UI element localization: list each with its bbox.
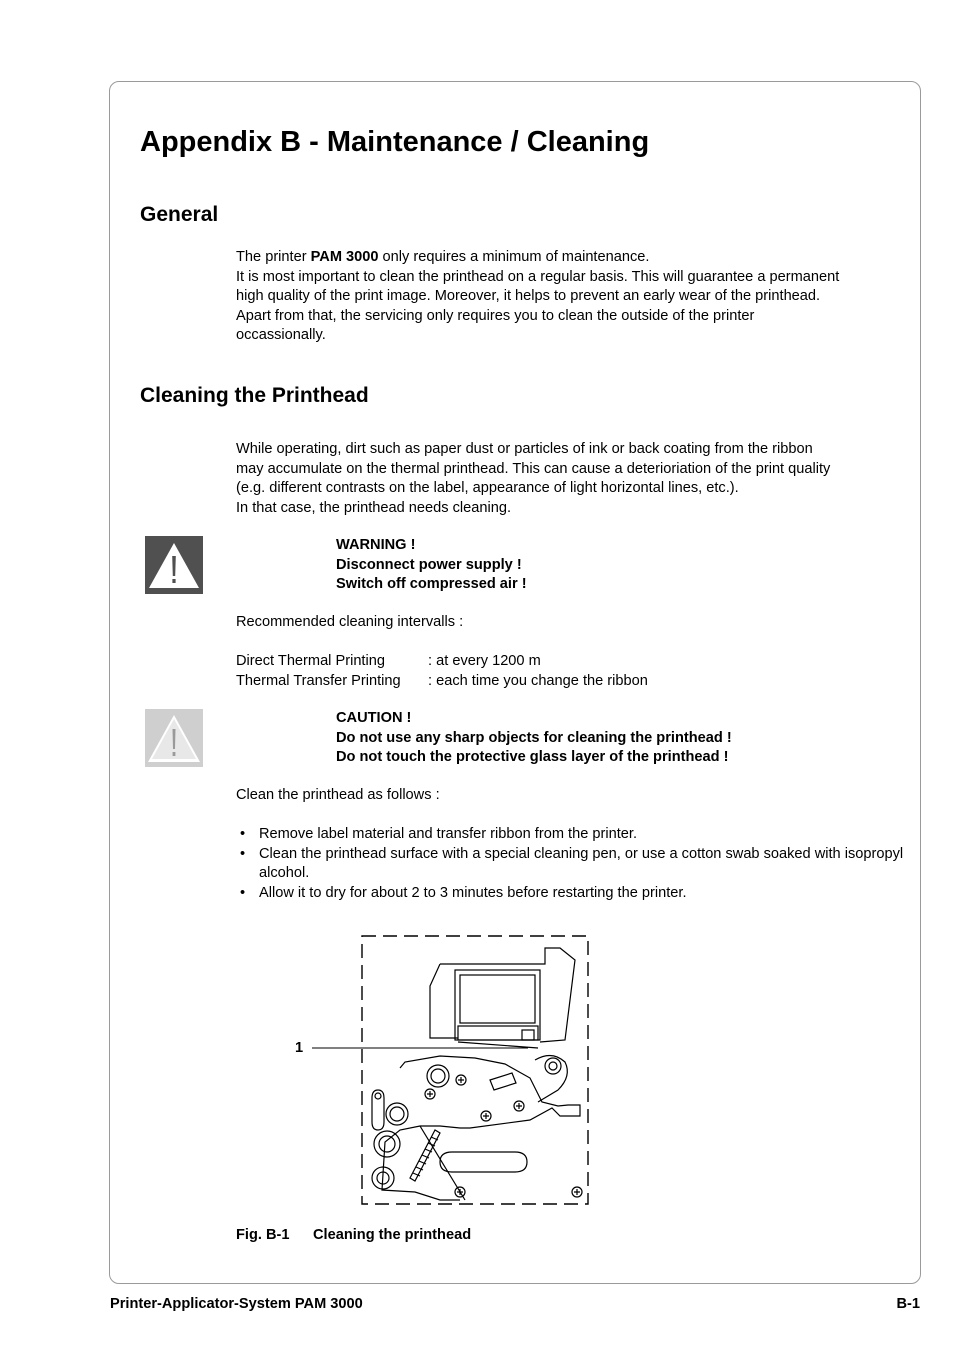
warning-line: Switch off compressed air !	[336, 576, 527, 593]
warning-triangle-icon	[145, 536, 203, 594]
page-title: Appendix B - Maintenance / Cleaning	[140, 126, 650, 158]
step-text: Remove label material and transfer ribbon from the printer.	[259, 826, 637, 842]
bullet-icon: •	[240, 826, 246, 842]
interval-value: : each time you change the ribbon	[428, 672, 648, 689]
general-line: Apart from that, the servicing only requires you to clean the outside of the printer	[236, 307, 755, 324]
caution-line: Do not touch the protective glass layer of the printhead !	[336, 749, 729, 766]
general-line: occassionally.	[236, 327, 326, 343]
general-line-1-post: only requires a minimum of maintenance.	[378, 249, 650, 265]
cleaning-intro-paragraph	[236, 440, 911, 518]
intro-line: In that case, the printhead needs cleaning.	[236, 499, 512, 516]
interval-value: : at every 1200 m	[428, 653, 541, 669]
steps-intro: Clean the printhead as follows :	[236, 787, 440, 803]
product-name: PAM 3000	[310, 249, 379, 265]
general-line: It is most important to clean the printhead on a regular basis. This will guarantee a permanent	[236, 268, 840, 285]
figure-callout-1: 1	[295, 1040, 304, 1056]
step-text: Allow it to dry for about 2 to 3 minutes before restarting the printer.	[259, 884, 687, 901]
caution-text	[336, 709, 732, 768]
intro-line: While operating, dirt such as paper dust or particles of ink or back coating from the ribbon	[236, 441, 813, 457]
caution-line: CAUTION !	[336, 710, 412, 726]
general-paragraph	[236, 248, 911, 346]
printer-mechanism-drawing	[312, 936, 588, 1204]
figure-caption-text: Cleaning the printhead	[313, 1227, 472, 1243]
footer-document-title: Printer-Applicator-System PAM 3000	[110, 1296, 363, 1312]
interval-row	[236, 652, 911, 672]
general-line: high quality of the print image. Moreover, it helps to prevent an early wear of the printhead.	[236, 288, 821, 304]
warning-line: WARNING !	[336, 537, 416, 553]
interval-label: Thermal Transfer Printing	[236, 672, 401, 689]
footer-page-number: B-1	[896, 1296, 920, 1312]
general-line-1	[236, 248, 911, 268]
figure-caption	[236, 1227, 471, 1243]
intro-line: (e.g. different contrasts on the label, appearance of light horizontal lines, etc.).	[236, 480, 739, 496]
list-item	[236, 825, 906, 845]
warning-line: Disconnect power supply !	[336, 556, 522, 573]
warning-text	[336, 536, 527, 595]
intro-line: may accumulate on the thermal printhead. This can cause a deterioriation of the print quality	[236, 460, 831, 477]
interval-row	[236, 672, 911, 692]
figure-number: Fig. B-1	[236, 1227, 290, 1243]
cleaning-steps-list	[236, 825, 906, 903]
bullet-icon: •	[240, 884, 246, 901]
caution-line: Do not use any sharp objects for cleaning the printhead !	[336, 729, 732, 746]
intervals-list	[236, 652, 911, 691]
interval-label: Direct Thermal Printing	[236, 653, 385, 669]
list-item	[236, 845, 906, 884]
step-text: Clean the printhead surface with a special cleaning pen, or use a cotton swab soaked with isopropyl alcohol.	[259, 845, 904, 881]
intervals-intro: Recommended cleaning intervalls :	[236, 614, 464, 630]
caution-triangle-icon	[145, 709, 203, 767]
bullet-icon: •	[240, 845, 246, 862]
general-line-1-pre: The printer	[236, 249, 311, 265]
section-heading-general: General	[140, 203, 219, 226]
list-item	[236, 884, 906, 904]
section-heading-cleaning: Cleaning the Printhead	[140, 384, 369, 407]
printhead-diagram	[290, 930, 600, 1212]
